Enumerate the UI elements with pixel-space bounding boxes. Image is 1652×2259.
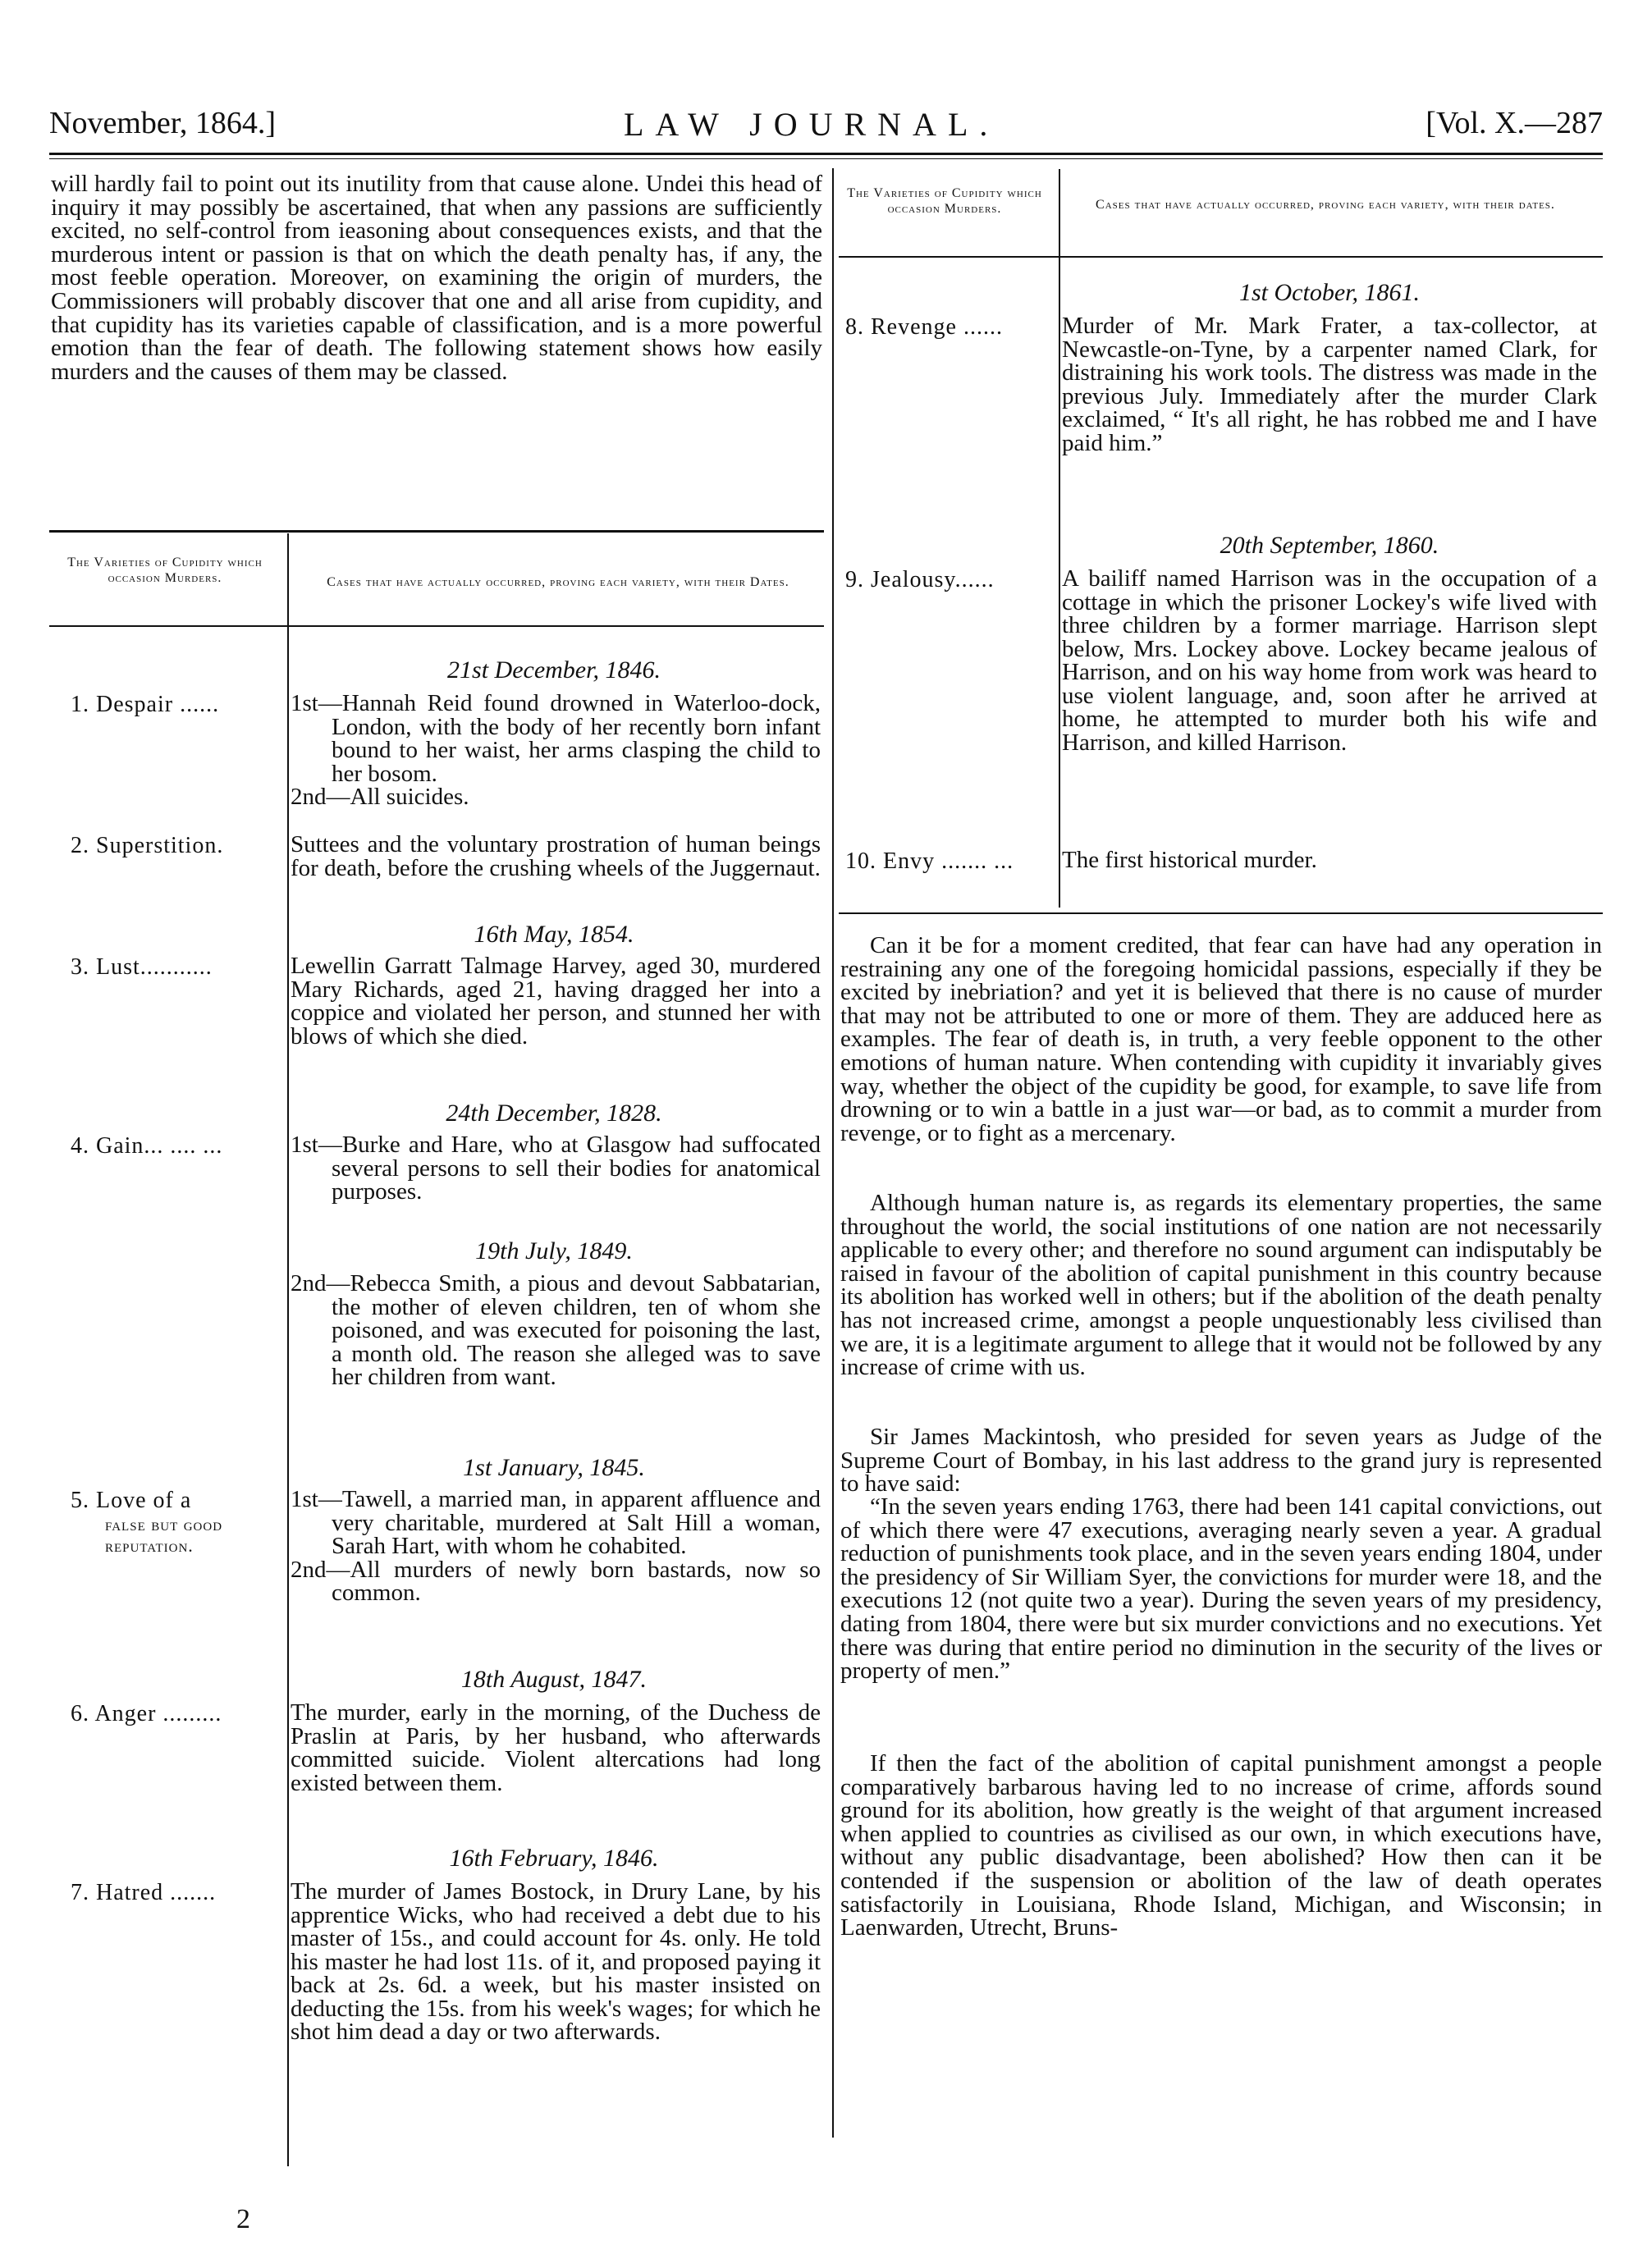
entry-revenge: Murder of Mr. Mark Frater, a tax-collector, at Newcastle-on-Tyne, by a carpenter named Clark, for distraining his work tools. The distress was made in the previous July. Immediately after the murder Clark exclaimed, “ It's all right, he has robbed me and I have paid him.” bbox=[1062, 313, 1597, 456]
paragraph-quotation: “In the seven years ending 1763, there had been 141 capital convictions, out of which there were 47 executions, averaging nearly seven a year. A gradual reduction of punishments took place, and in the seven years ending 1804, under the presidency of Sir William Syer, the convictions for murder were 18, and the executions 12 (not quite two a year). During the seven years of my presidency, dating from 1804, there were but six murder convictions and no executions. Yet there was during that entire period no diminution in the security of the lives or property of men.” bbox=[840, 1493, 1602, 1685]
label-jealousy: 9. Jealousy...... bbox=[845, 567, 995, 592]
label-hatred: 7. Hatred ....... bbox=[71, 1880, 217, 1905]
entry-lust: Lewellin Garratt Talmage Harvey, aged 30, murdered Mary Richards, aged 21, having dragged her into a coppice and violated her person, and stunned her with blows of which she died. bbox=[291, 953, 821, 1049]
entry-hatred: The murder of James Bostock, in Drury Lane, by his apprentice Wicks, who had received a debt due to his master of 15s., and could account for 4s. only. He told his master he had lost 11s. of it, and proposed paying it back at 2s. 6d. a week, but his master insisted on deducting the 15s. from his week's wages; for which he shot him dead a day or two afterwards. bbox=[291, 1878, 821, 2045]
signature-mark: 2 bbox=[236, 2204, 250, 2234]
entry-despair-2-text: 2nd—All suicides. bbox=[291, 784, 469, 810]
table2-header-varieties: The Varieties of Cupidity which occasion Murders. bbox=[847, 186, 1042, 216]
table2-bottom-rule bbox=[839, 912, 1603, 914]
header-rule-thin bbox=[49, 158, 1603, 159]
entry-envy: The first historical murder. bbox=[1062, 847, 1317, 873]
paragraph-mackintosh: Sir James Mackintosh, who presided for seven years as Judge of the Supreme Court of Bombay, in his last address to the grand jury is represented to have said: bbox=[840, 1424, 1602, 1498]
label-gain: 4. Gain... .... ... bbox=[71, 1133, 223, 1159]
entry-jealousy: A bailiff named Harrison was in the occupation of a cottage in which the prisoner Lockey's wife lived with three children by a former marriage. Harrison slept below, Mrs. Lockey above. Lockey became jealous of Harrison, and on his way home from work was heard to use violent language, and, soon after he arrived at home, he attempted to murder both his wife and Harrison, and killed Harrison. bbox=[1062, 565, 1597, 756]
label-love-2: false but good reputation. bbox=[105, 1514, 223, 1556]
table-header-cases: Cases that have actually occurred, proving each variety, with their Dates. bbox=[327, 575, 789, 589]
entry-gain-2-text: 2nd—Rebecca Smith, a pious and devout Sabbatarian, the mother of eleven children, ten of whom she poisoned, and was executed for poisoning the last, a month old. The reason she alleged was to save her children from want. bbox=[291, 1270, 821, 1390]
table2-header-rule bbox=[839, 256, 1603, 258]
header-title: LAW JOURNAL. bbox=[624, 106, 1000, 143]
entry-love bbox=[291, 1488, 821, 1605]
header-volume: [Vol. X.—287 bbox=[1425, 106, 1603, 140]
intro-paragraph: will hardly fail to point out its inutility from that cause alone. Undei this head of inquiry it may possibly be ascertained, that when any passions are sufficiently excited, no self-control from ieasoning about consequences exists, and that the murderous intent or passion is that on which the death penalty has, if any, the most feeble operation. Moreover, on examining the origin of murders, the Commissioners will probably discover that one and all arise from cupidity, and that cupidity has its varieties capable of classification, and is a more powerful emotion than the fear of death. The following statement shows how easily murders and the causes of them may be classed. bbox=[51, 171, 822, 385]
entry-love-1-text: 1st—Tawell, a married man, in apparent affluence and very charitable, murdered at Salt Hill a woman, Sarah Hart, with whom he cohabited. bbox=[291, 1486, 821, 1559]
date-9: 20th September, 1860. bbox=[1220, 532, 1439, 559]
paragraph-human-nature: Although human nature is, as regards its elementary properties, the same throughout the world, the social institutions of one nation are not necessarily applicable to every other; and therefore no sound argument can indisputably be raised in favour of the abolition of capital punishment in this country because its abolition has worked well in others; but if the abolition of the death penalty has not increased crime, amongst a people unquestionably less civilised than we are, it is a legitimate argument to allege that it would not be followed by any increase of crime with us. bbox=[840, 1190, 1603, 1381]
header-date: November, 1864.] bbox=[49, 106, 277, 140]
label-lust: 3. Lust........... bbox=[71, 954, 213, 980]
date-8: 1st October, 1861. bbox=[1239, 279, 1420, 306]
table-top-rule bbox=[49, 530, 824, 533]
date-1: 21st December, 1846. bbox=[447, 656, 661, 684]
label-despair: 1. Despair ...... bbox=[71, 692, 220, 717]
entry-gain-1 bbox=[291, 1133, 821, 1204]
column-divider bbox=[832, 168, 834, 2138]
entry-despair-1 bbox=[291, 692, 821, 809]
table2-header-cases: Cases that have actually occurred, proving each variety, with their dates. bbox=[1096, 198, 1555, 212]
date-4: 24th December, 1828. bbox=[446, 1100, 662, 1127]
date-5: 1st January, 1845. bbox=[463, 1454, 645, 1481]
paragraph-fear: Can it be for a moment credited, that fear can have had any operation in restraining any one of the foregoing homicidal passions, especially if they be excited by inebriation? and yet it is believed that there is no cause of murder that may not be attributed to one or more of them. They are adduced here as examples. The fear of death is, in truth, a very feeble opponent to the other emotions of human nature. When contending with cupidity it invariably gives way, whether the object of the cupidity be good, for example, to save life from drowning or to win a battle in a just war—or bad, as to commit a murder from revenge, or to fight as a mercenary. bbox=[840, 932, 1602, 1146]
label-superstition: 2. Superstition. bbox=[71, 833, 224, 858]
entry-despair-1-text: 1st—Hannah Reid found drowned in Waterloo-dock, London, with the body of her recently born infant bound to her waist, her arms clasping the child to her bosom. bbox=[291, 690, 821, 787]
table-header-rule bbox=[49, 625, 824, 627]
date-3: 16th May, 1854. bbox=[474, 921, 634, 948]
label-revenge: 8. Revenge ...... bbox=[845, 314, 1003, 340]
date-4b: 19th July, 1849. bbox=[475, 1237, 633, 1264]
entry-gain-2 bbox=[291, 1272, 821, 1389]
entry-love-2-text: 2nd—All murders of newly born bastards, now so common. bbox=[291, 1556, 821, 1606]
label-love-1: 5. Love of a bbox=[71, 1488, 192, 1513]
entry-gain-1-text: 1st—Burke and Hare, who at Glasgow had suffocated several persons to sell their bodies for anatomical purposes. bbox=[291, 1132, 821, 1205]
date-7: 16th February, 1846. bbox=[449, 1845, 659, 1872]
date-6: 18th August, 1847. bbox=[460, 1666, 648, 1693]
table-header-varieties: The Varieties of Cupidity which occasion Murders. bbox=[67, 556, 263, 585]
entry-superstition: Suttees and the voluntary prostration of human beings for death, before the crushing wheels of the Juggernaut. bbox=[291, 831, 821, 881]
label-envy: 10. Envy ....... ... bbox=[845, 848, 1014, 874]
entry-anger: The murder, early in the morning, of the Duchess de Praslin at Paris, by her husband, who afterwards committed suicide. Violent altercations had long existed between them. bbox=[291, 1699, 821, 1796]
header-rule bbox=[49, 153, 1603, 155]
paragraph-abolition: If then the fact of the abolition of capital punishment amongst a people comparatively barbarous having led to no increase of crime, affords sound ground for its abolition, how greatly is the weight of that argument increased when applied to countries as civilised as our own, in which executions have, without any public disadvantage, been abolished? How then can it be contended if the suspension or abolition of the law of death operates satisfactorily in Louisiana, Rhode Island, Michigan, and Wisconsin; in Laenwarden, Utrecht, Bruns- bbox=[840, 1750, 1602, 1941]
table-vertical-rule bbox=[287, 533, 289, 2166]
label-anger: 6. Anger ......... bbox=[71, 1701, 222, 1726]
